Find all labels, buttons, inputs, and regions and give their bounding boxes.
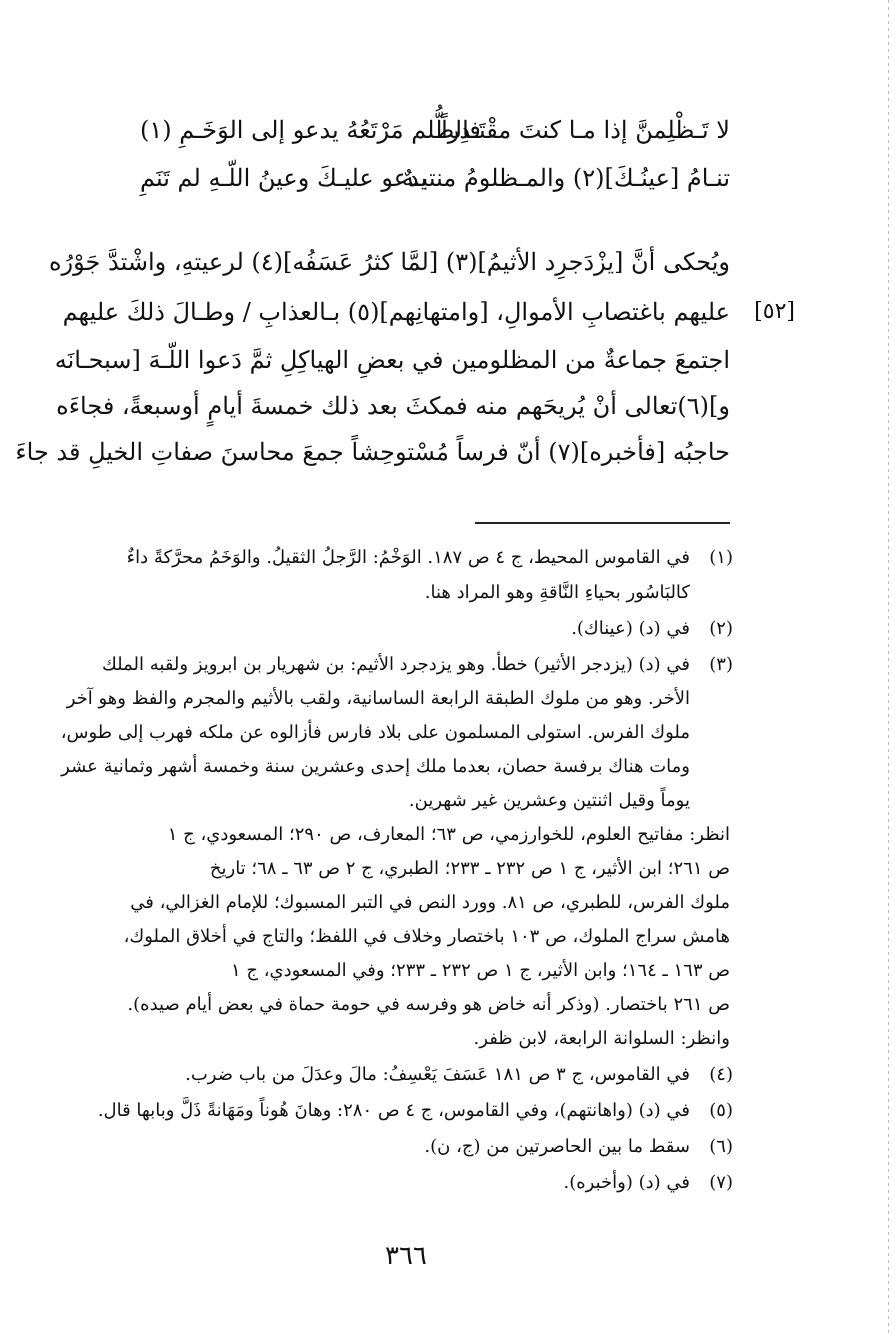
body-line-5: حاجبُه [فأخبره](٧) أنّ فرساً مُسْتوحِشاً جمعَ محاسنَ صفاتِ الخيلِ قد جاءَ: [15, 438, 730, 466]
footnote-3-line-9: هامش سراج الملوك، ص ١٠٣ باختصار وخلاف في اللفظ؛ والتاج في أخلاق الملوك،: [123, 926, 730, 947]
footnote-6-number: (٦): [709, 1136, 733, 1157]
footnote-3-line-11: ص ٢٦١ باختصار. (وذكر أنه خاض هو وفرسه في حومة حماة في بعض أيام صيده).: [127, 994, 730, 1015]
page-edge-scan-border: [888, 0, 889, 1335]
footnote-4-number: (٤): [709, 1064, 733, 1085]
footnote-separator: [475, 522, 730, 524]
poem-verse-2-hemistich-2: يدعو عليـكَ وعينُ اللّـهِ لم تَنَمِ: [140, 164, 428, 192]
footnote-3-line-10: ص ١٦٣ ـ ١٦٤؛ وابن الأثير، ج ١ ص ٢٣٢ ـ ٢٣٣؛ وفي المسعودي، ج ١: [230, 960, 730, 981]
poem-verse-1-hemistich-2: فالظُّلم مَرْتَعُهُ يدعو إلى الوَخَـمِ (١): [140, 116, 481, 144]
footnote-7-line-1: في (د) (وأخبره).: [563, 1172, 690, 1193]
body-line-2: عليهم باغتصابِ الأموالِ، [وامتهانِهم](٥) بـالعذابِ / وطـالَ ذلكَ عليهم: [62, 298, 730, 326]
footnote-2-number: (٢): [709, 618, 733, 639]
poem-verse-1-hemistich-1: لا تَـظْلِمنَّ إذا مـا كنتَ مقْتَـدِراً: [441, 116, 730, 144]
footnote-3-line-2: الأخر. وهو من ملوك الطبقة الرابعة الساسانية، ولقب بالأثيم والمجرم والفظ وهو آخر: [66, 688, 690, 709]
footnote-3-line-4: ومات هناك برفسة حصان، بعدما ملك إحدى وعشرين سنة وخمسة أشهر وثمانية عشر: [61, 756, 690, 777]
footnote-3-line-1: في (د) (يزدجر الأثير) خطأ. وهو يزدجرد الأثيم: بن شهريار بن ابرويز ولقبه الملك: [102, 654, 690, 675]
footnote-3-line-7: ص ٢٦١؛ ابن الأثير، ج ١ ص ٢٣٢ ـ ٢٣٣؛ الطبري، ج ٢ ص ٦٣ ـ ٦٨؛ تاريخ: [209, 858, 730, 879]
footnote-3-number: (٣): [709, 654, 733, 675]
page-number: ٣٦٦: [385, 1241, 427, 1271]
footnote-3-line-5: يوماً وقيل اثنتين وعشرين غير شهرين.: [408, 790, 690, 811]
margin-page-reference: [٥٢]: [754, 299, 795, 324]
footnote-2-line-1: في (د) (عيناك).: [571, 618, 690, 639]
body-line-1: ويُحكى أنَّ [يزْدَجرِد الأثيمُ](٣) [لمَّا كثرُ عَسَفُه](٤) لرعيتهِ، واشْتدَّ جَوْرُه: [48, 248, 730, 276]
footnote-1-line-1: في القاموس المحيط، ج ٤ ص ١٨٧. الوَخْمُ: الرَّجلُ الثقيلُ. والوَخَمُ محرَّكةً داءٌ: [126, 547, 690, 568]
footnote-1-line-2: كالبَاسُور بحياءِ النَّاقةِ وهو المراد هنا.: [424, 582, 690, 603]
footnote-1-number: (١): [709, 547, 733, 568]
footnote-6-line-1: سقط ما بين الحاصرتين من (ج، ن).: [424, 1136, 690, 1157]
footnote-5-number: (٥): [709, 1100, 733, 1121]
footnote-7-number: (٧): [709, 1172, 733, 1193]
body-line-4: و](٦)تعالى أنْ يُريحَهم منه فمكثَ بعد ذلك خمسةَ أيامٍ أوسبعةً، فجاءَه: [56, 392, 730, 420]
body-line-3: اجتمعَ جماعةٌ من المظلومين في بعضِ الهياكِلِ ثمَّ دَعوا اللّـهَ [سبحـانَه: [54, 346, 730, 374]
footnote-4-line-1: في القاموس، ج ٣ ص ١٨١ عَسَفَ يَعْسِفُ: مالَ وعدَلَ من باب ضرب.: [185, 1064, 690, 1085]
footnote-3-line-8: ملوك الفرس، للطبري، ص ٨١. وورد النص في التبر المسبوك؛ للإمام الغزالي، في: [130, 892, 730, 913]
footnote-5-line-1: في (د) (واهانتهم)، وفي القاموس، ج ٤ ص ٢٨٠: وهانَ هُوناً ومَهَانةً ذَلَّ وبابها قال.: [97, 1100, 690, 1121]
poem-verse-2-hemistich-1: تنـامُ [عينُـكَ](٢) والمـظلومُ منتبـهٌ: [401, 164, 730, 192]
footnote-3-line-6: انظر: مفاتيح العلوم، للخوارزمي، ص ٦٣؛ المعارف، ص ٢٩٠؛ المسعودي، ج ١: [167, 824, 730, 845]
footnote-3-line-12: وانظر: السلوانة الرابعة، لابن ظفر.: [473, 1028, 730, 1049]
footnote-3-line-3: ملوك الفرس. استولى المسلمون على بلاد فارس فأزالوه عن ملكه فهرب إلى طوس،: [60, 722, 690, 743]
